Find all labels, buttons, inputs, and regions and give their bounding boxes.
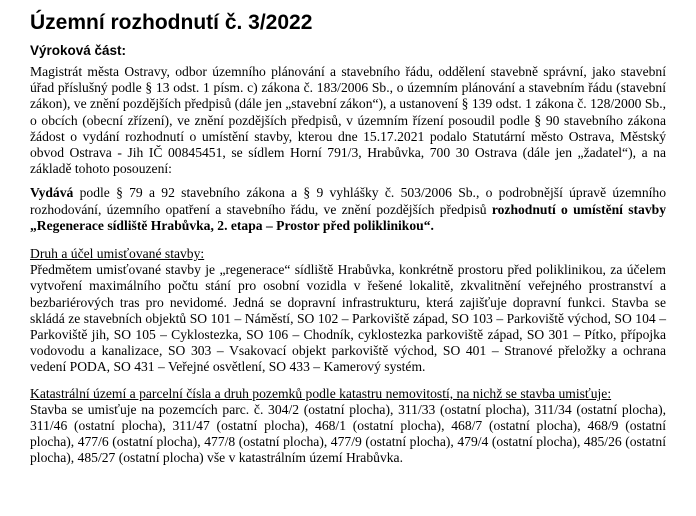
section-heading-cadastre: Katastrální území a parcelní čísla a druh pozemků podle katastru nemovitostí, na nichž se stavba umisťuje:: [30, 385, 612, 401]
decision-text: podle § 79 a 92 stavebního zákona a § 9 vyhlášky č. 503/2006 Sb., o podrobnější úpravě územního rozhodování, územního opatření a stavebního řádu, ve znění pozdějších předpisů: [30, 185, 666, 217]
paragraph-decision: [30, 185, 666, 234]
decision-lead: Vydává: [30, 185, 74, 201]
decision-project-name: rozhodnutí o umístění stavby „Regenerace sídliště Hrabůvka, 2. etapa – Prostor před poliklinikou“.: [30, 201, 666, 233]
paragraph-cadastre: Stavba se umisťuje na pozemcích parc. č. 304/2 (ostatní plocha), 311/33 (ostatní plocha), 311/34 (ostatní plocha), 311/46 (ostatní plocha), 311/47 (ostatní plocha), 468/1 (ostatní plocha), 468/7 (ostatní plocha), 468/9 (ostatní plocha), 477/6 (ostatní plocha), 477/8 (ostatní plocha), 477/9 (ostatní plocha), 479/4 (ostatní plocha), 485/26 (ostatní plocha), 485/27 (ostatní plocha) vše v katastrálním území Hrabůvka.: [30, 401, 666, 466]
section-heading-purpose: Druh a účel umisťované stavby:: [30, 246, 205, 262]
paragraph-purpose: Předmětem umisťované stavby je „regenerace“ sídliště Hrabůvka, konkrétně prostoru před poliklinikou, za účelem vytvoření maximálního počtu stání pro osobní vozidla v řešené lokalitě, zkvalitnění veřejného prostranství a bezbariérových tras pro nevidomé. Jedná se dopravní infrastrukturu, která zajišťuje dopravní funkci. Stavba se skládá ze stavebních objektů SO 101 – Náměstí, SO 102 – Parkoviště západ, SO 103 – Parkoviště východ, SO 104 – Parkoviště jih, SO 105 – Cyklostezka, SO 106 – Chodník, cyklostezka parkoviště západ, SO 301 – Pítko, přípojka vodovodu a kanalizace, SO 303 – Vsakovací objekt parkoviště východ, SO 401 – Stranové přeložky a ochrana vedení PODA, SO 431 – Veřejné osvětlení, SO 433 – Kamerový systém.: [30, 262, 666, 375]
paragraph-authority: Magistrát města Ostravy, odbor územního plánování a stavebního řádu, oddělení stavebně správní, jako stavební úřad příslušný podle § 13 odst. 1 písm. c) zákona č. 183/2006 Sb., o územním plánování a stavebním řádu (stavební zákon), ve znění pozdějších předpisů (dále jen „stavební zákon“), a ustanovení § 139 odst. 1 zákona č. 128/2000 Sb., o obcích (obecní zřízení), ve znění pozdějších předpisů, v územním řízení posoudil podle § 90 stavebního zákona žádost o vydání rozhodnutí o umístění stavby, kterou dne 15.17.2021 podalo Statutární město Ostrava, Městský obvod Ostrava - Jih IČ 00845451, se sídlem Horní 791/3, Hrabůvka, 700 30 Ostrava (dále jen „žadatel“), a na základě tohoto posouzení:: [30, 64, 666, 177]
document-title: Územní rozhodnutí č. 3/2022: [30, 11, 313, 34]
section-heading-verdict: Výroková část:: [30, 43, 127, 58]
